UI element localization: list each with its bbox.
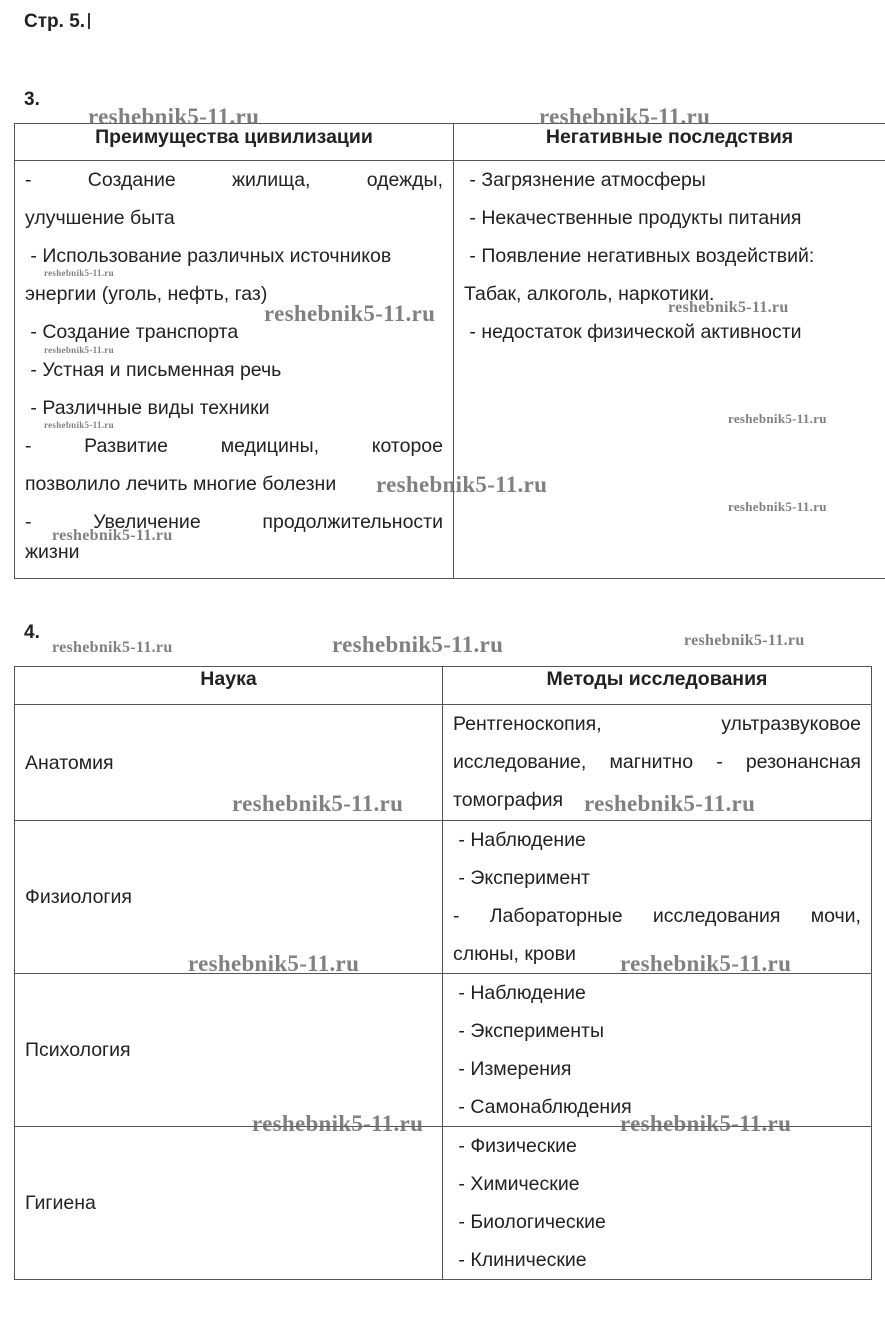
- list-item: - Появление негативных воздействий:: [464, 245, 815, 267]
- watermark: reshebnik5-11.ru: [376, 472, 548, 497]
- civilization-table: [14, 123, 885, 579]
- methods-cell: [443, 705, 872, 821]
- list-item-cont: позволило лечить многие болезни: [25, 473, 337, 495]
- header-negatives: Негативные последствия: [454, 124, 885, 161]
- list-item: - Различные виды техники: [25, 397, 270, 419]
- watermark: reshebnik5-11.ru: [728, 499, 827, 514]
- table-row: [15, 974, 872, 1127]
- list-item-cont: жизни: [25, 541, 80, 563]
- watermark: reshebnik5-11.ru: [539, 104, 711, 129]
- science-name: Психология: [15, 974, 443, 1127]
- table-row: [15, 1127, 872, 1280]
- methods-line: - Наблюдение: [453, 982, 586, 1004]
- table-row: [15, 161, 885, 579]
- watermark: reshebnik5-11.ru: [728, 411, 827, 426]
- methods-line: - Измерения: [453, 1058, 572, 1080]
- list-item: - Создание жилища, одежды,: [25, 169, 443, 191]
- watermark: reshebnik5-11.ru: [620, 1111, 792, 1136]
- table-header-row: [15, 124, 885, 161]
- watermark: reshebnik5-11.ru: [332, 632, 504, 657]
- page-title: Стр. 5.: [24, 8, 90, 36]
- list-item: - Использование различных источников: [25, 245, 392, 267]
- methods-line: - Лабораторные исследования мочи,: [453, 905, 861, 927]
- watermark: reshebnik5-11.ru: [264, 301, 436, 326]
- table-row: [15, 705, 872, 821]
- list-item: Табак, алкоголь, наркотики.: [464, 283, 715, 305]
- list-item: - Развитие медицины, которое: [25, 435, 443, 457]
- methods-line: - Эксперимент: [453, 867, 590, 889]
- science-name: Гигиена: [15, 1127, 443, 1280]
- watermark: reshebnik5-11.ru: [44, 420, 114, 430]
- watermark: reshebnik5-11.ru: [52, 527, 173, 544]
- negatives-cell: [454, 161, 885, 579]
- science-name: Физиология: [15, 821, 443, 974]
- methods-line: - Наблюдение: [453, 829, 586, 851]
- methods-cell: [443, 821, 872, 974]
- methods-cell: [443, 974, 872, 1127]
- watermark: reshebnik5-11.ru: [252, 1111, 424, 1136]
- watermark: reshebnik5-11.ru: [668, 299, 789, 316]
- methods-line: Рентгеноскопия, ультразвуковое: [453, 713, 861, 735]
- list-item-cont: улучшение быта: [25, 207, 175, 229]
- methods-line: - Клинические: [453, 1249, 587, 1271]
- list-item: - Устная и письменная речь: [25, 359, 282, 381]
- methods-line: - Эксперименты: [453, 1020, 604, 1042]
- list-item-cont: энергии (уголь, нефть, газ): [25, 283, 268, 305]
- list-item: - Создание транспорта: [25, 321, 239, 343]
- watermark: reshebnik5-11.ru: [620, 951, 792, 976]
- header-methods: Методы исследования: [443, 667, 872, 705]
- task-3-number: 3.: [24, 89, 40, 110]
- methods-line: - Самонаблюдения: [453, 1096, 632, 1118]
- list-item: - Загрязнение атмосферы: [464, 169, 706, 191]
- science-name: Анатомия: [15, 705, 443, 821]
- list-item: - недостаток физической активности: [464, 321, 802, 343]
- watermark: reshebnik5-11.ru: [188, 951, 360, 976]
- methods-line: - Биологические: [453, 1211, 606, 1233]
- methods-cell: [443, 1127, 872, 1280]
- watermark: reshebnik5-11.ru: [44, 345, 114, 355]
- sciences-table: [14, 666, 872, 1280]
- text-cursor: [88, 13, 90, 29]
- methods-line: - Физические: [453, 1135, 577, 1157]
- header-advantages: Преимущества цивилизации: [15, 124, 454, 161]
- list-item: - Некачественные продукты питания: [464, 207, 802, 229]
- watermark: reshebnik5-11.ru: [88, 104, 260, 129]
- watermark: reshebnik5-11.ru: [52, 639, 173, 656]
- header-science: Наука: [15, 667, 443, 705]
- watermark: reshebnik5-11.ru: [584, 791, 756, 816]
- watermark: reshebnik5-11.ru: [232, 791, 404, 816]
- watermark: reshebnik5-11.ru: [44, 268, 114, 278]
- list-item: - Увеличение продолжительности: [25, 511, 443, 533]
- watermark: reshebnik5-11.ru: [684, 632, 805, 649]
- table-row: [15, 821, 872, 974]
- methods-line: исследование, магнитно - резонансная: [453, 751, 861, 773]
- table-header-row: [15, 667, 872, 705]
- methods-line: слюны, крови: [453, 943, 576, 965]
- methods-line: томография: [453, 789, 564, 811]
- advantages-cell: [15, 161, 454, 579]
- task-4-number: 4.: [24, 622, 40, 643]
- methods-line: - Химические: [453, 1173, 580, 1195]
